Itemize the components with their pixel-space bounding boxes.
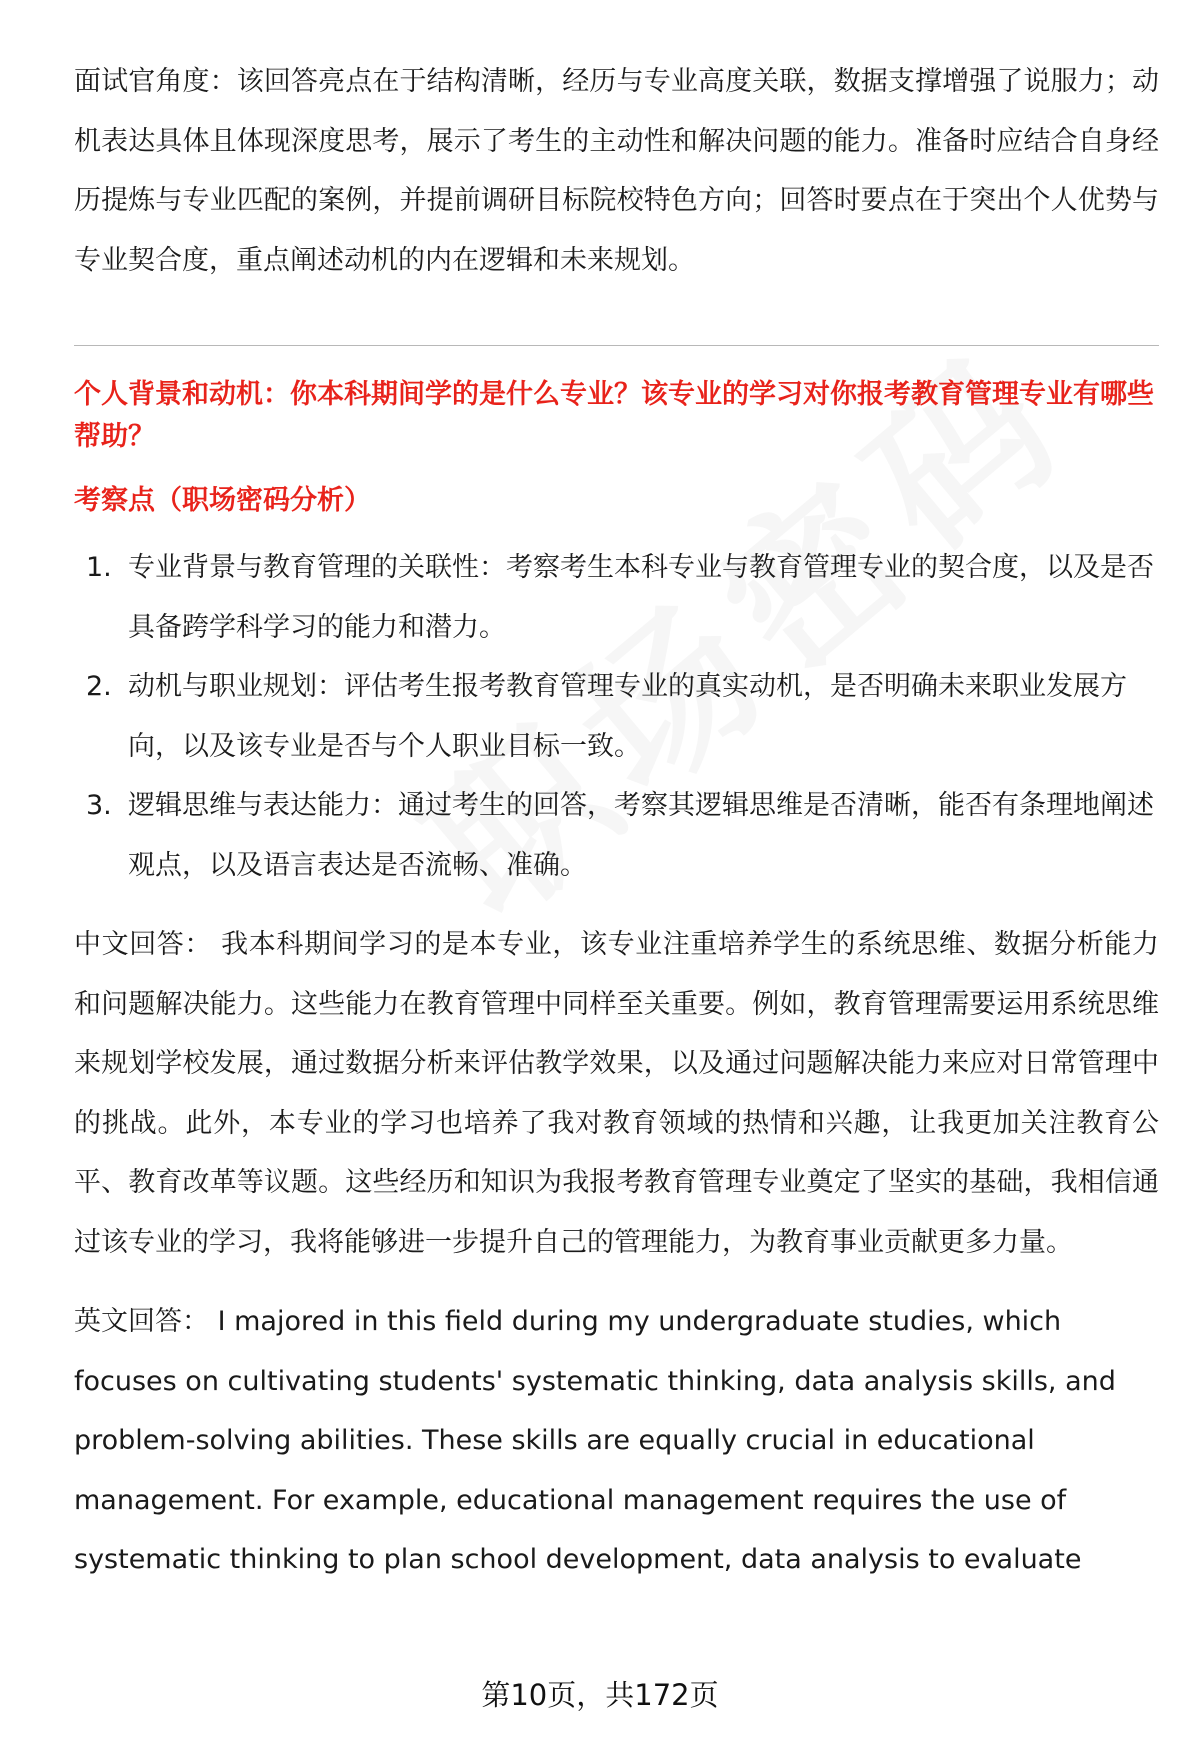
- list-item-text: 逻辑思维与表达能力：通过考生的回答，考察其逻辑思维是否清晰，能否有条理地阐述观点，以及语言表达是否流畅、准确。: [128, 790, 1154, 881]
- list-item: [74, 776, 1159, 895]
- question-heading: 个人背景和动机：你本科期间学的是什么专业？该专业的学习对你报考教育管理专业有哪些帮助？: [74, 379, 1154, 452]
- list-item: [74, 538, 1159, 657]
- section-divider: [74, 345, 1159, 346]
- list-item-number: 1.: [86, 552, 112, 583]
- page-number-footer: 第10页，共172页: [481, 1678, 719, 1712]
- document-page: [74, 52, 1159, 1590]
- list-item-number: 3.: [86, 790, 112, 821]
- english-answer-paragraph: 英文回答： I majored in this field during my undergraduate studies, which focuses on cultivating students' systematic thinking, data analysis skills, and problem-solving abilities. These skills are equally crucial in educational management. For example, educational management requires the use of systematic thinking to plan school development, data analysis to evaluate: [74, 1306, 1116, 1575]
- list-item-number: 2.: [86, 671, 112, 702]
- list-item-text: 动机与职业规划：评估考生报考教育管理专业的真实动机，是否明确未来职业发展方向，以及该专业是否与个人职业目标一致。: [128, 671, 1127, 762]
- focus-points-list: [74, 538, 1159, 895]
- interviewer-view-paragraph: 面试官角度：该回答亮点在于结构清晰，经历与专业高度关联，数据支撑增强了说服力；动机表达具体且体现深度思考，展示了考生的主动性和解决问题的能力。准备时应结合自身经历提炼与专业匹配的案例，并提前调研目标院校特色方向；回答时要点在于突出个人优势与专业契合度，重点阐述动机的内在逻辑和未来规划。: [74, 66, 1159, 276]
- focus-points-heading: 考察点（职场密码分析）: [74, 485, 371, 516]
- chinese-answer-paragraph: 中文回答： 我本科期间学习的是本专业，该专业注重培养学生的系统思维、数据分析能力和问题解决能力。这些能力在教育管理中同样至关重要。例如，教育管理需要运用系统思维来规划学校发展，通过数据分析来评估教学效果，以及通过问题解决能力来应对日常管理中的挑战。此外，本专业的学习也培养了我对教育领域的热情和兴趣，让我更加关注教育公平、教育改革等议题。这些经历和知识为我报考教育管理专业奠定了坚实的基础，我相信通过该专业的学习，我将能够进一步提升自己的管理能力，为教育事业贡献更多力量。: [74, 929, 1159, 1258]
- list-item-text: 专业背景与教育管理的关联性：考察考生本科专业与教育管理专业的契合度，以及是否具备跨学科学习的能力和潜力。: [128, 552, 1154, 643]
- list-item: [74, 657, 1159, 776]
